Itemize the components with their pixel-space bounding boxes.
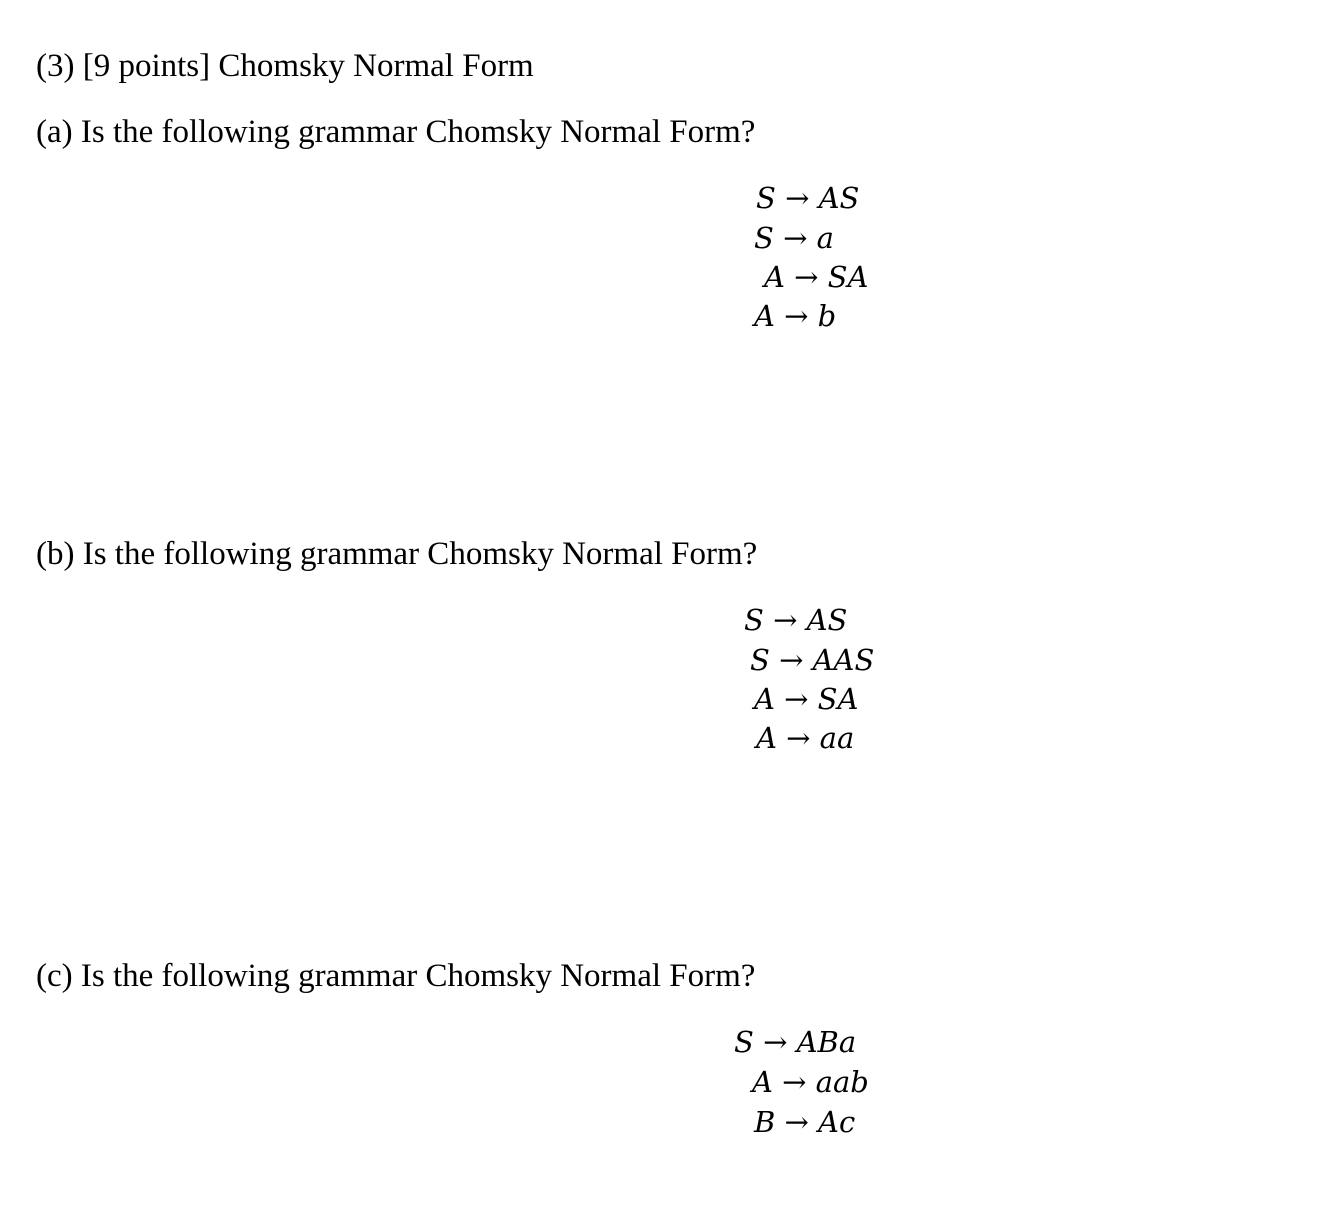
grammar-rule: S → AAS: [750, 643, 875, 677]
grammar-rule: S → ABa: [734, 1025, 857, 1059]
question-b-prompt: (b) Is the following grammar Chomsky Normal Form?: [36, 536, 758, 572]
grammar-rule: S → a: [754, 221, 834, 255]
grammar-rule: A → b: [754, 299, 837, 333]
problem-title: (3) [9 points] Chomsky Normal Form: [36, 48, 534, 84]
grammar-rule: A → SA: [764, 260, 869, 294]
grammar-rule: B → Ac: [754, 1105, 856, 1139]
grammar-rule: S → AS: [756, 181, 860, 215]
grammar-rule: S → AS: [744, 603, 848, 637]
grammar-rule: A → SA: [754, 682, 859, 716]
question-c-prompt: (c) Is the following grammar Chomsky Normal Form?: [36, 958, 756, 994]
grammar-rule: A → aab: [752, 1065, 869, 1099]
grammar-rule: A → aa: [756, 721, 855, 755]
question-a-prompt: (a) Is the following grammar Chomsky Normal Form?: [36, 114, 756, 150]
